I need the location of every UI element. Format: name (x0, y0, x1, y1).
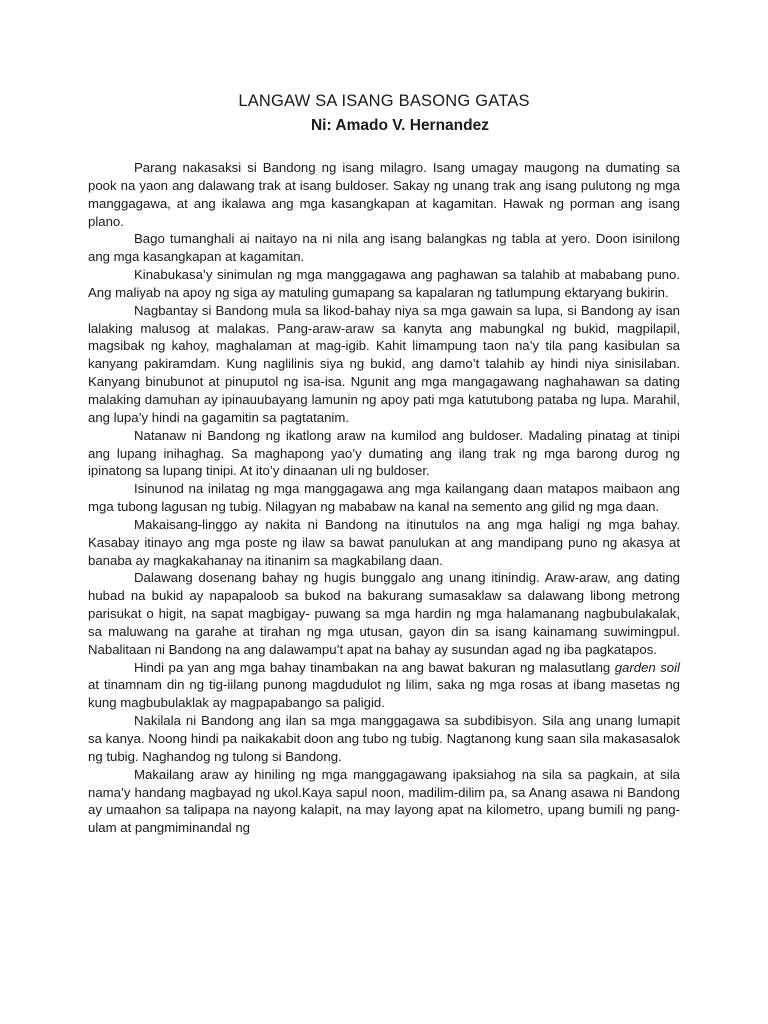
paragraph: Natanaw ni Bandong ng ikatlong araw na kumilod ang buldoser. Madaling pinatag at tinipi ang lupang inihaghag. Sa maghapong yao’y dumating ang ilang trak ng mga barong durog ng ipinatong sa lupang tinipi. At ito’y dinaanan uli ng buldoser. (88, 427, 680, 479)
paragraph: Makailang araw ay hiniling ng mga manggagawang ipaksiahog na sila sa pagkain, at sila nama’y handang magbayad ng ukol.Kaya sapul noon, madilim-dilim pa, sa Anang asawa ni Bandong ay umaahon sa talipapa na nayong kalapit, na may layong apat na kilometro, upang bumili ng pang-ulam at pangmiminandal ng (88, 766, 680, 836)
paragraph-text-after: at tinamnam din ng tig-iilang punong magdudulot ng lilim, saka ng mga rosas at ibang masetas ng kung magbubulaklak ay magpapabango sa paligid. (88, 677, 680, 711)
document-body (88, 159, 680, 837)
paragraph: Nagbantay si Bandong mula sa likod-bahay niya sa mga gawain sa lupa, si Bandong ay isan lalaking malusog at malakas. Pang-araw-araw sa kanyta ang mabungkal ng bukid, magpilapil, magsibak ng kahoy, maghalaman at mag-igib. Kahit limampung taon na’y tila pang kasibulan sa kanyang pakiramdam. Kung naglilinis siya ng bukid, ang damo’t talahib ay hindi niya sinisilaban. Kanyang binubunot at pinuputol ng isa-isa. Ngunit ang mga mangagawang naghahawan sa dating malaking damuhan ay ipinauubayang lamunin ng apoy pati mga katutubong pataba ng lupa. Marahil, ang lupa’y hindi na gagamitin sa pagtatanim. (88, 302, 680, 425)
paragraph-text-before: Hindi pa yan ang mga bahay tinambakan na ang bawat bakuran ng malasutlang (134, 659, 615, 675)
paragraph: Kinabukasa’y sinimulan ng mga manggagawa ang paghawan sa talahib at mababang puno. Ang maliyab na apoy ng siga ay matuling gumapang sa kapalaran ng tatlumpung ektaryang bukirin. (88, 267, 680, 300)
document-title: LANGAW SA ISANG BASONG GATAS (238, 92, 530, 110)
paragraph: Isinunod na inilatag ng mga manggagawa ang mga kailangang daan matapos maibaon ang mga tubong lagusan ng tubig. Nilagyan ng mababaw na kanal na semento ang gilid ng mga daan. (88, 481, 680, 515)
paragraph: Parang nakasaksi si Bandong ng isang milagro. Isang umagay maugong na dumating sa pook na yaon ang dalawang trak at isang buldoser. Sakay ng unang trak ang isang pulutong ng mga manggagawa, at ang ikalawa ang mga kasangkapan at kagamitan. Hawak ng porman ang isang plano. (88, 160, 680, 229)
paragraph: Bago tumanghali ai naitayo na ni nila ang isang balangkas ng tabla at yero. Doon isinilong ang mga kasangkapan at kagamitan. (88, 231, 680, 265)
paragraph (88, 659, 680, 713)
paragraph: Makaisang-linggo ay nakita ni Bandong na itinutulos na ang mga haligi ng mga bahay. Kasabay itinayo ang mga poste ng ilaw sa bawat panulukan at ang mandipang puno ng akasya at banaba ay magkakahanay na itinanim sa magkabilang daan. (88, 516, 680, 568)
paragraph: Dalawang dosenang bahay ng hugis bunggalo ang unang itinindig. Araw-araw, ang dating hubad na bukid ay napapaloob sa bukod na bakurang sumasaklaw sa dalawang libong metrong parisukat o higit, na sapat magbigay- puwang sa mga hardin ng mga halamanang nagbubulakalak, sa maluwang na garahe at tirahan ng mga utusan, gayon din sa isang kainamang suwimingpul. Nabalitaan ni Bandong na ang dalawampu’t apat na bahay ay susundan agad ng iba pagkatapos. (88, 570, 680, 657)
italic-phrase: garden soil (614, 659, 680, 675)
document-author: Ni: Amado V. Hernandez (310, 117, 489, 134)
paragraph: Nakilala ni Bandong ang ilan sa mga manggagawa sa subdibisyon. Sila ang unang lumapit sa kanya. Noong hindi pa naikakabit doon ang tubo ng tubig. Nagtanong kung saan sila makasasalok ng tubig. Naghandog ng tulong si Bandong. (88, 713, 680, 764)
